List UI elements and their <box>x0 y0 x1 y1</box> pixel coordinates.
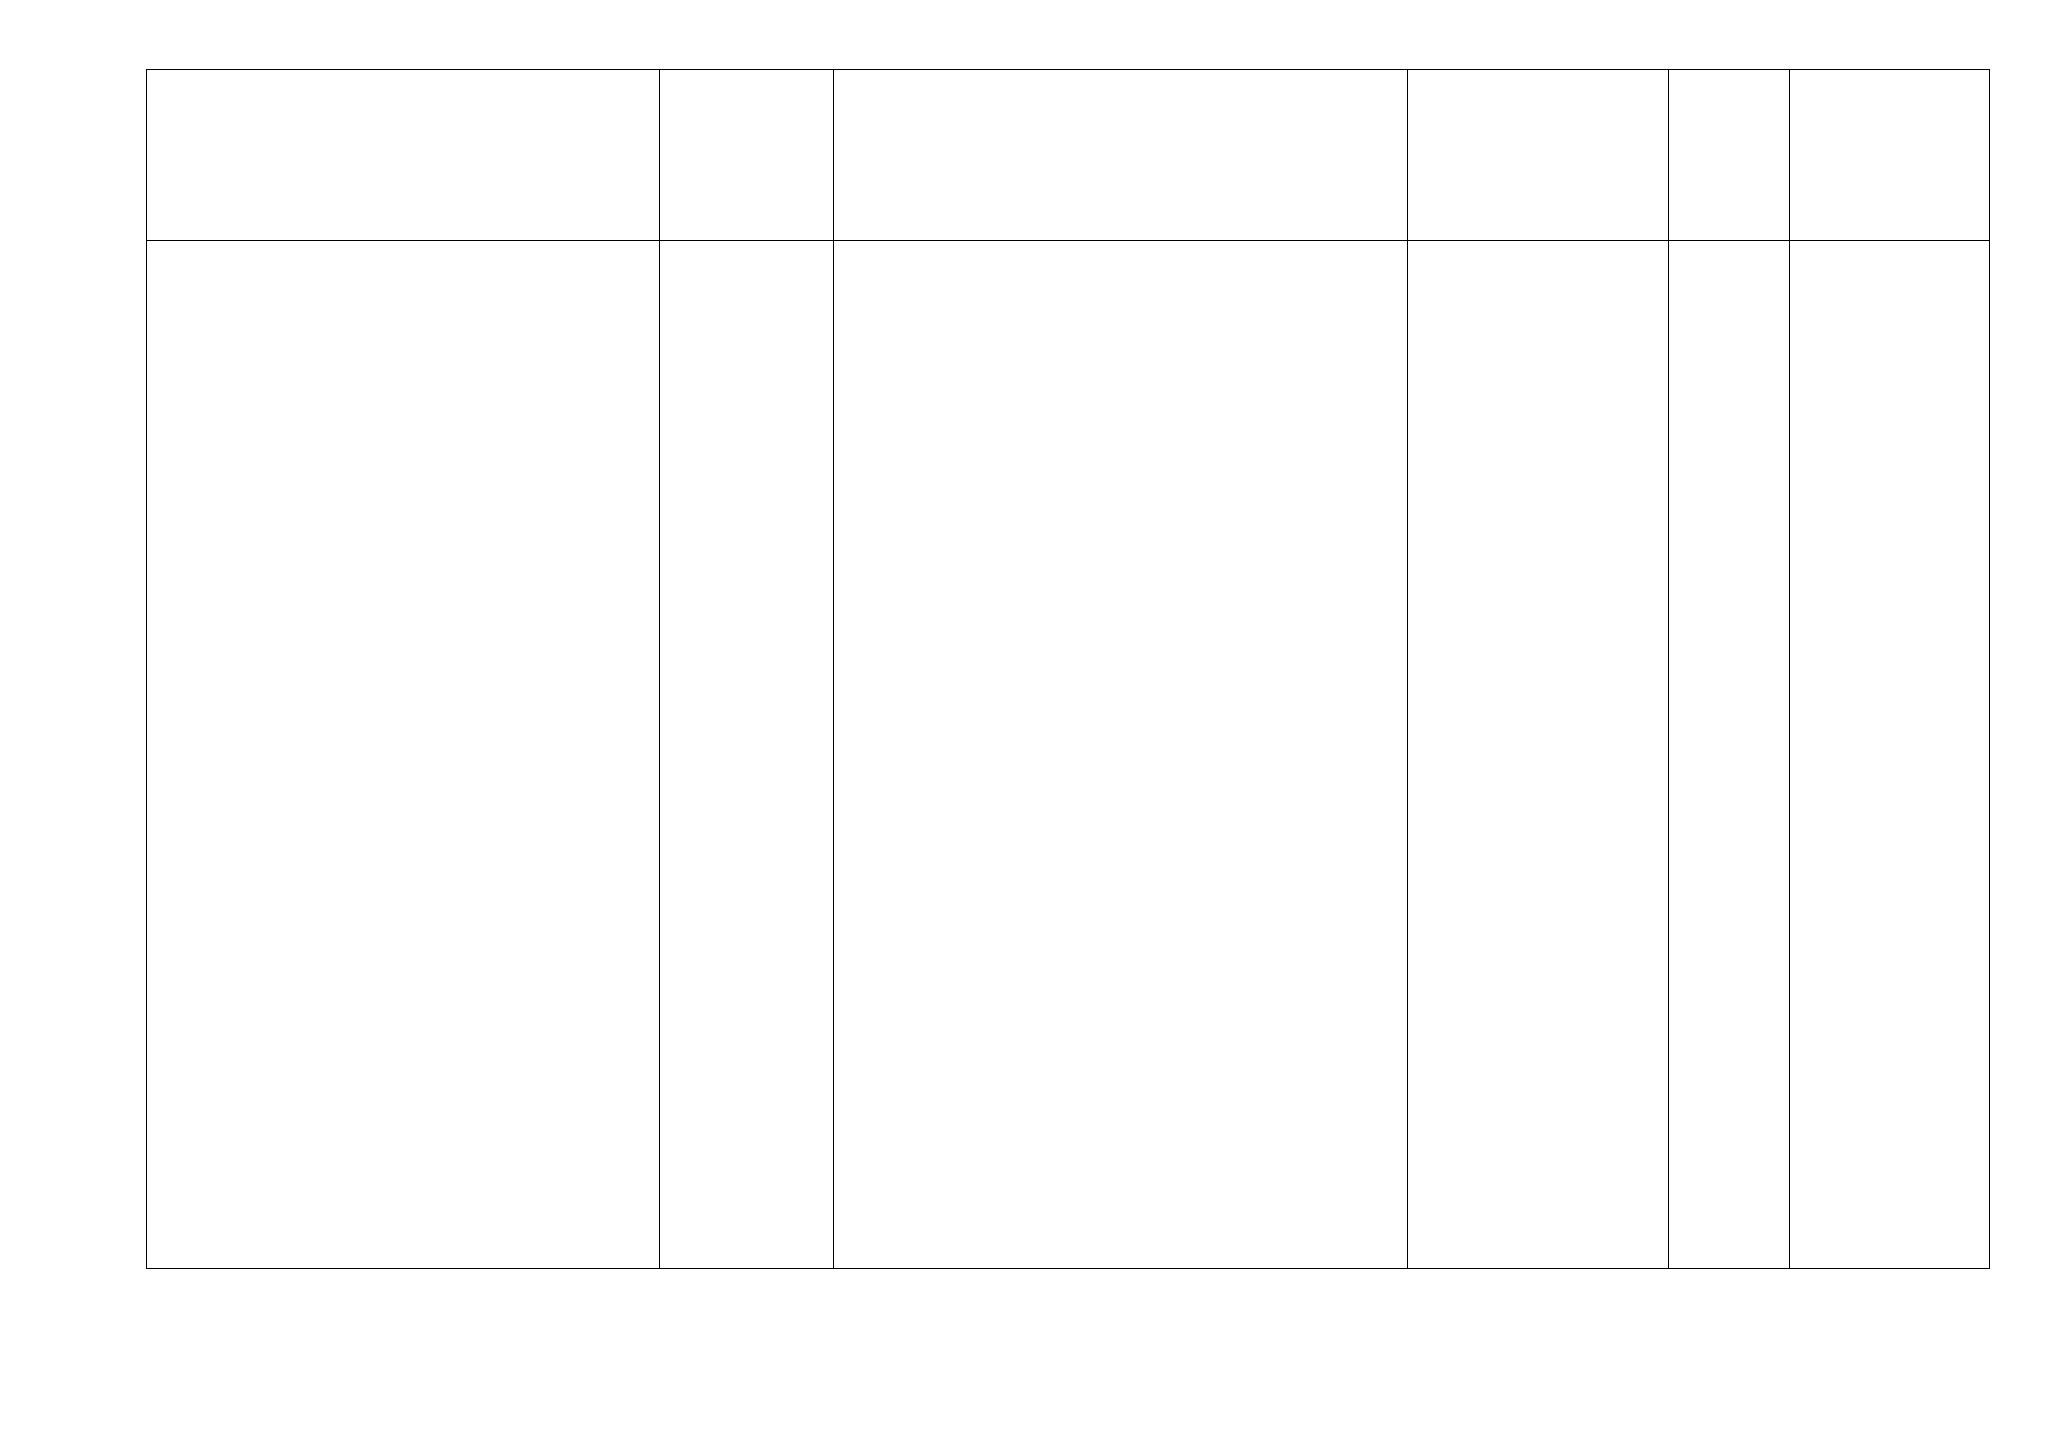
materi-cell-empty <box>660 70 834 241</box>
sumber-cell-empty <box>1790 70 1990 241</box>
alokasi-cell-empty <box>1669 70 1790 241</box>
sumber-belajar-cell <box>1790 241 1990 1269</box>
alokasi-waktu-value <box>1669 241 1789 271</box>
lesson-plan-table <box>146 69 1990 1269</box>
table-row-renang <box>147 241 1990 1269</box>
penilaian-cell-empty <box>1408 70 1669 241</box>
kegiatan-cell-empty <box>834 70 1408 241</box>
spacer <box>147 241 659 269</box>
penilaian-cell <box>1408 241 1669 1269</box>
sumber-content <box>1790 241 1989 271</box>
alokasi-waktu-cell <box>1669 241 1790 1269</box>
kegiatan-pembelajaran-cell <box>834 241 1408 1269</box>
kompetensi-dasar-cell-continued <box>147 70 660 241</box>
kompetensi-dasar-cell <box>147 241 660 1269</box>
table-row-continuation <box>147 70 1990 241</box>
materi-pokok-cell <box>660 241 834 1269</box>
rpp-table-sheet <box>146 69 1989 1270</box>
